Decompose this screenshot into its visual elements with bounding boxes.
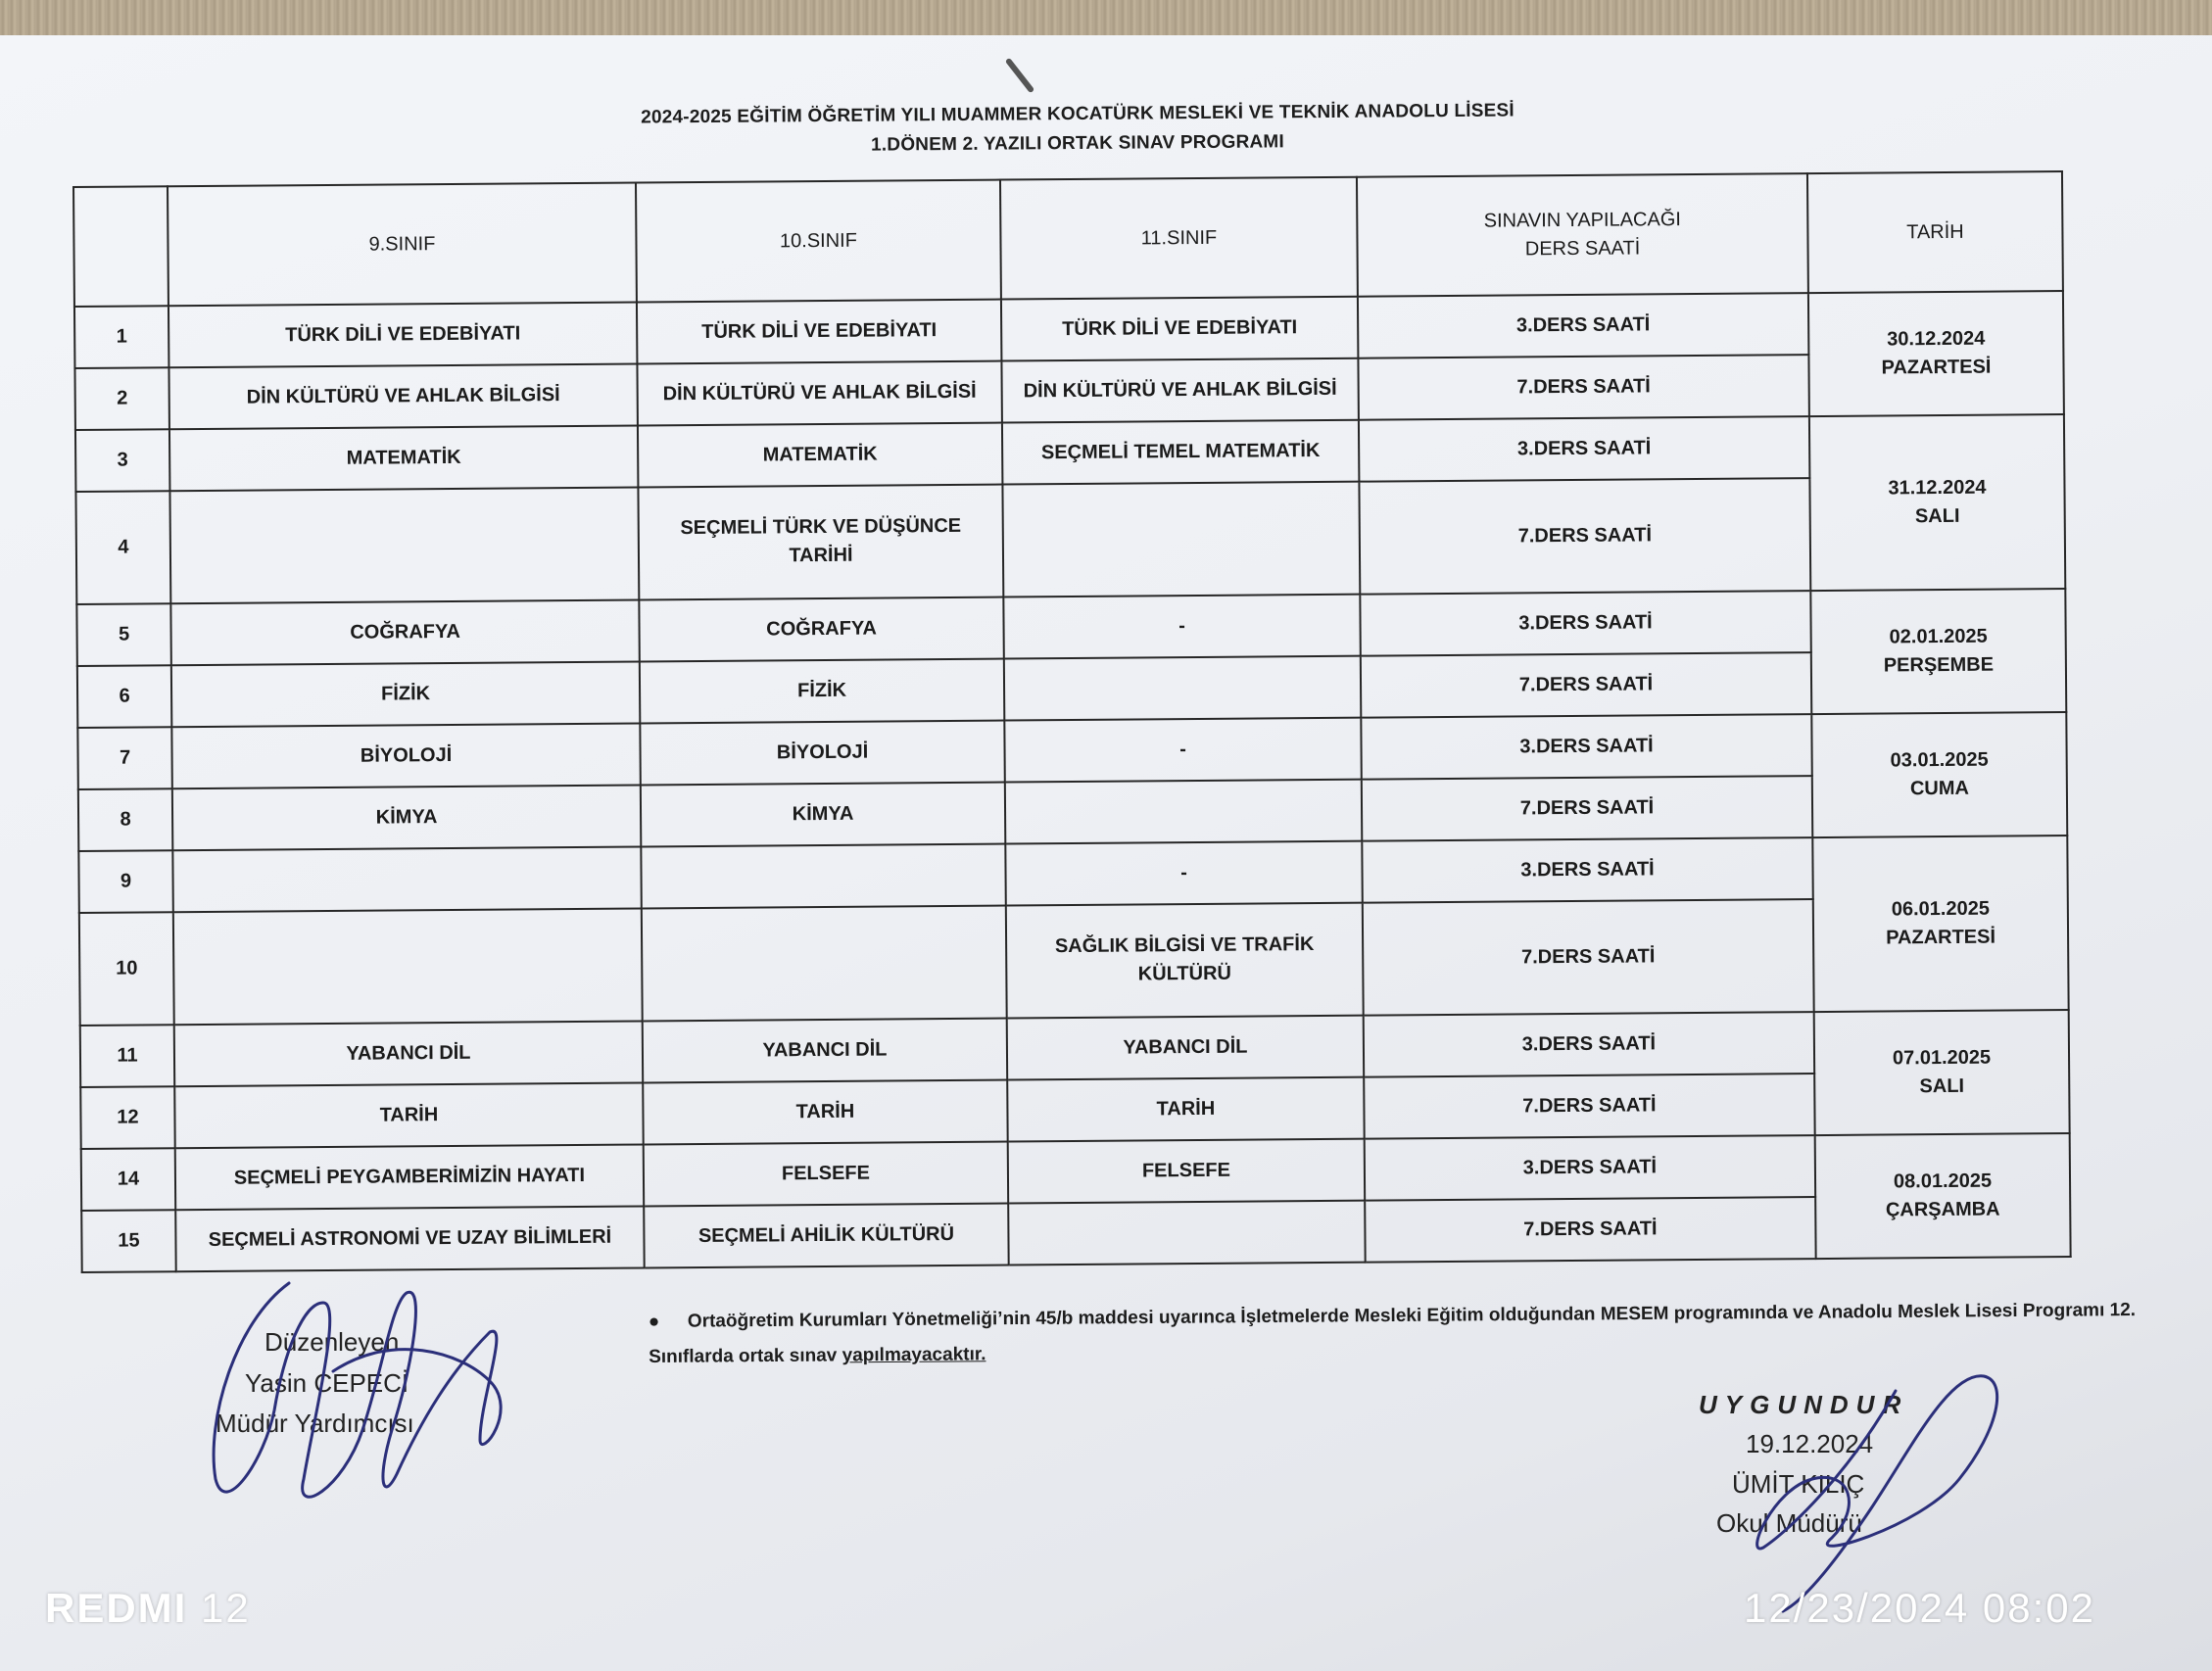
cell-grade9: TARİH — [174, 1082, 643, 1148]
date-value: 31.12.2024 — [1888, 476, 1987, 500]
cell-grade9: YABANCI DİL — [174, 1021, 643, 1086]
date-value: 08.01.2025 — [1893, 1170, 1993, 1193]
cell-grade10: KİMYA — [641, 782, 1005, 846]
cell-grade10: DİN KÜLTÜRÜ VE AHLAK BİLGİSİ — [637, 361, 1001, 426]
cell-grade10: TARİH — [643, 1080, 1007, 1145]
cell-period: 7.DERS SAATİ — [1359, 478, 1810, 595]
cell-period: 3.DERS SAATİ — [1362, 837, 1812, 903]
footnote — [649, 1293, 2139, 1375]
exam-schedule-table-wrap — [72, 170, 2070, 1273]
preparer-label: Düzenleyen — [264, 1327, 400, 1357]
date-value: 30.12.2024 — [1887, 327, 1986, 351]
approval-date: 19.12.2024 — [1746, 1429, 1874, 1459]
row-num: 15 — [81, 1210, 175, 1272]
footnote-underlined: yapılmayacaktır. — [842, 1344, 986, 1366]
cell-period: 7.DERS SAATİ — [1361, 652, 1811, 718]
cell-grade10: FELSEFE — [644, 1142, 1008, 1207]
row-num: 2 — [74, 367, 168, 430]
document-title: 2024-2025 EĞİTİM ÖĞRETİM YILI MUAMMER KOCATÜRK MESLEKİ VE TEKNİK ANADOLU LİSESİ — [641, 100, 1515, 128]
cell-period: 7.DERS SAATİ — [1363, 899, 1814, 1016]
header-grade11: 11.SINIF — [1000, 177, 1358, 300]
cell-grade11: DİN KÜLTÜRÜ VE AHLAK BİLGİSİ — [1001, 358, 1358, 423]
cell-grade10: FİZİK — [640, 659, 1004, 724]
cell-grade10: TÜRK DİLİ VE EDEBİYATI — [637, 300, 1001, 364]
date-day: ÇARŞAMBA — [1885, 1198, 2000, 1221]
header-date: TARİH — [1807, 171, 2063, 293]
row-num: 3 — [75, 429, 169, 492]
date-day: CUMA — [1909, 777, 1969, 800]
cell-date — [1810, 589, 2066, 714]
row-num: 14 — [81, 1148, 175, 1211]
cell-grade9 — [172, 846, 641, 912]
cell-grade9: SEÇMELİ ASTRONOMİ VE UZAY BİLİMLERİ — [175, 1206, 644, 1271]
exam-schedule-table — [72, 170, 2072, 1273]
date-day: PAZARTESİ — [1886, 926, 1996, 949]
cell-period: 3.DERS SAATİ — [1364, 1012, 1814, 1077]
cell-grade10: SEÇMELİ AHİLİK KÜLTÜRÜ — [644, 1203, 1008, 1267]
preparer-block — [211, 1322, 505, 1445]
bullet-icon: ● — [648, 1311, 660, 1332]
header-grade9: 9.SINIF — [168, 182, 637, 306]
cell-period: 7.DERS SAATİ — [1358, 355, 1808, 420]
date-day: SALI — [1914, 504, 1960, 528]
cell-grade11: FELSEFE — [1008, 1139, 1365, 1204]
cell-grade10 — [642, 905, 1007, 1021]
camera-watermark-timestamp: 12/23/2024 08:02 — [1744, 1585, 2095, 1631]
cell-date — [1814, 1010, 2070, 1135]
cell-period: 3.DERS SAATİ — [1360, 591, 1810, 656]
cell-grade11: - — [1004, 718, 1361, 783]
cell-grade11 — [1008, 1201, 1365, 1265]
cell-period: 3.DERS SAATİ — [1361, 714, 1811, 780]
cell-grade11: TARİH — [1007, 1077, 1364, 1142]
cell-grade9: MATEMATİK — [169, 425, 638, 491]
cell-period: 7.DERS SAATİ — [1364, 1074, 1814, 1139]
cell-date — [1808, 291, 2064, 416]
approval-name: ÜMİT KILIÇ — [1732, 1468, 1865, 1499]
cell-grade9 — [173, 908, 643, 1025]
cell-date — [1811, 712, 2067, 837]
row-num: 9 — [78, 850, 172, 913]
date-value: 07.01.2025 — [1892, 1046, 1992, 1070]
row-num: 11 — [80, 1025, 174, 1087]
table-header-row — [73, 171, 2063, 307]
camera-brand: REDMI — [45, 1585, 188, 1631]
header-period-line2: DERS SAATİ — [1524, 237, 1641, 261]
cell-grade9: DİN KÜLTÜRÜ VE AHLAK BİLGİSİ — [168, 363, 637, 429]
table-row — [79, 897, 2069, 1026]
cell-grade9 — [169, 487, 639, 603]
date-value: 03.01.2025 — [1890, 748, 1989, 772]
header-num — [73, 186, 168, 307]
cell-period: 3.DERS SAATİ — [1359, 416, 1809, 482]
cell-grade10: COĞRAFYA — [639, 597, 1003, 662]
cell-grade9: KİMYA — [172, 785, 641, 850]
wall-background — [0, 0, 2212, 39]
cell-date — [1812, 836, 2068, 1012]
cell-grade11: - — [1005, 841, 1362, 906]
document-subtitle: 1.DÖNEM 2. YAZILI ORTAK SINAV PROGRAMI — [871, 131, 1284, 156]
cell-grade11 — [1005, 780, 1362, 844]
row-num: 5 — [76, 603, 170, 666]
row-num: 1 — [74, 306, 168, 368]
header-period — [1357, 173, 1808, 297]
camera-watermark-brand — [45, 1585, 251, 1632]
cell-period: 3.DERS SAATİ — [1365, 1135, 1815, 1201]
preparer-role: Müdür Yardımcısı — [216, 1408, 414, 1439]
cell-grade11: YABANCI DİL — [1007, 1016, 1364, 1080]
cell-grade10: SEÇMELİ TÜRK VE DÜŞÜNCE TARİHİ — [638, 484, 1003, 599]
cell-period: 7.DERS SAATİ — [1365, 1197, 1815, 1263]
cell-grade11 — [1004, 656, 1361, 721]
cell-date — [1809, 414, 2065, 591]
approval-block — [1675, 1385, 1989, 1543]
row-num: 7 — [77, 727, 171, 789]
cell-grade9: FİZİK — [171, 661, 640, 727]
date-day: PERŞEMBE — [1883, 653, 1995, 677]
cell-grade10: YABANCI DİL — [643, 1019, 1007, 1083]
date-day: PAZARTESİ — [1881, 356, 1992, 379]
row-num: 4 — [75, 491, 170, 604]
date-value: 02.01.2025 — [1889, 625, 1988, 648]
row-num: 8 — [78, 788, 172, 851]
camera-model: 12 — [201, 1585, 251, 1631]
header-period-line1: SINAVIN YAPILACAĞI — [1483, 209, 1681, 232]
cell-grade9: SEÇMELİ PEYGAMBERİMİZİN HAYATI — [175, 1144, 644, 1210]
cell-grade11: SAĞLIK BİLGİSİ VE TRAFİK KÜLTÜRÜ — [1006, 903, 1364, 1019]
approval-role: Okul Müdürü — [1716, 1507, 1862, 1538]
preparer-name: Yasin CEPECİ — [245, 1367, 409, 1398]
cell-grade11: TÜRK DİLİ VE EDEBİYATI — [1001, 297, 1358, 361]
cell-grade11 — [1002, 482, 1360, 597]
cell-period: 3.DERS SAATİ — [1358, 293, 1808, 358]
row-num: 12 — [80, 1086, 174, 1149]
cell-grade11: SEÇMELİ TEMEL MATEMATİK — [1002, 420, 1359, 485]
cell-grade11: - — [1003, 595, 1360, 659]
approval-label: UYGUNDUR — [1699, 1390, 1909, 1419]
date-day: SALI — [1919, 1074, 1965, 1098]
header-grade10: 10.SINIF — [636, 180, 1001, 303]
cell-grade10: BİYOLOJİ — [640, 721, 1004, 786]
cell-grade9: COĞRAFYA — [170, 600, 639, 666]
table-row — [75, 476, 2065, 604]
cell-period: 7.DERS SAATİ — [1362, 776, 1812, 841]
cell-grade10 — [641, 843, 1005, 908]
date-value: 06.01.2025 — [1891, 897, 1990, 921]
row-num: 6 — [77, 665, 171, 728]
cell-grade10: MATEMATİK — [638, 422, 1002, 487]
cell-grade9: TÜRK DİLİ VE EDEBİYATI — [168, 302, 637, 367]
footnote-text: Ortaöğretim Kurumları Yönetmeliği’nin 45/b maddesi uyarınca İşletmelerde Mesleki Eğitim olduğundan MESEM programında ve Anadolu Meslek Lisesi Programı 12. Sınıflarda ortak sınav — [649, 1300, 2137, 1368]
cell-date — [1815, 1133, 2071, 1259]
cell-grade9: BİYOLOJİ — [171, 723, 640, 788]
row-num: 10 — [79, 912, 174, 1026]
